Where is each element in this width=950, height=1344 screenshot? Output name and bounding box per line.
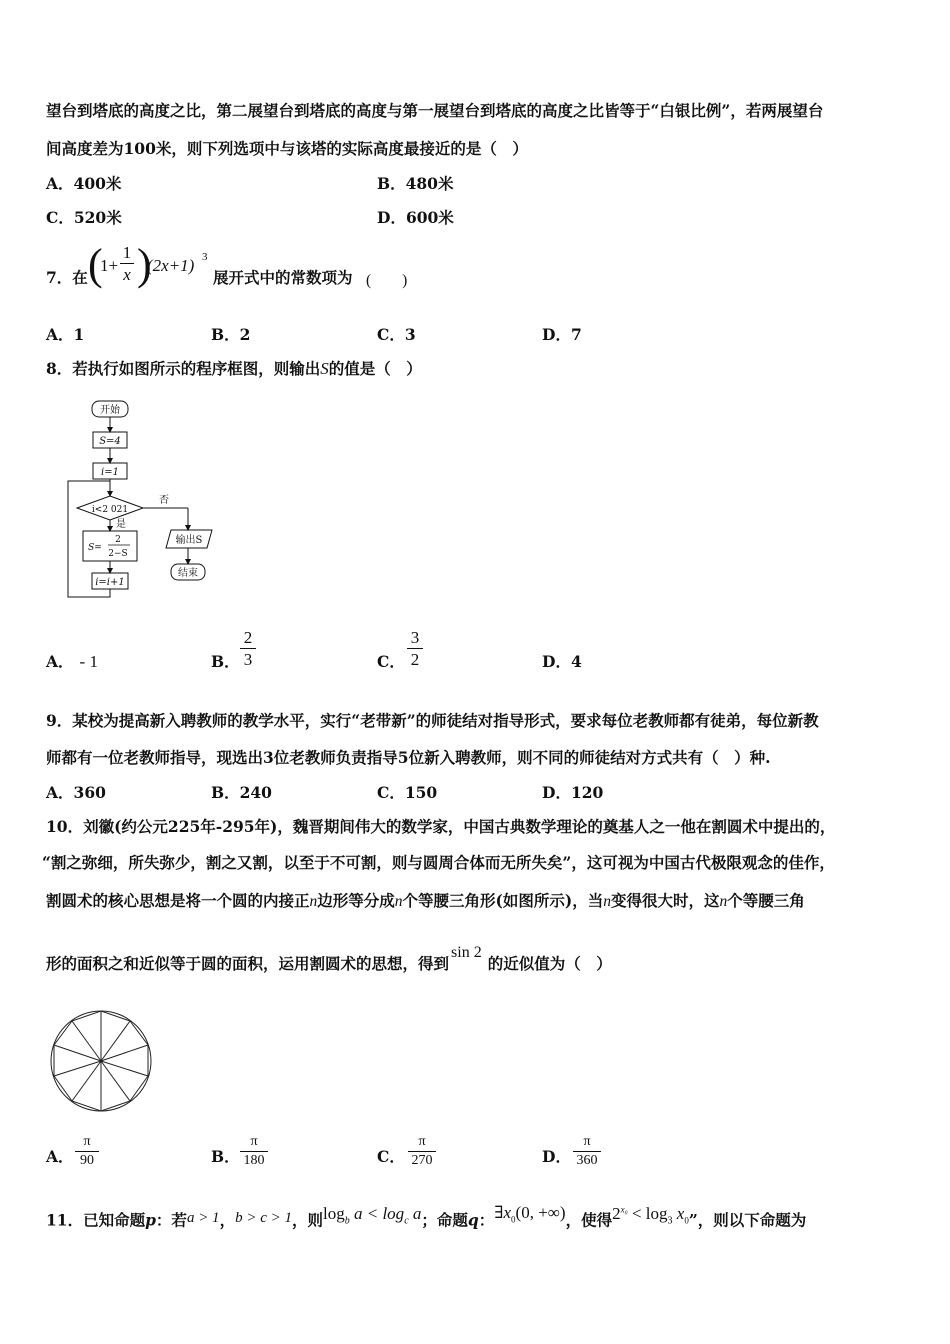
option-value: - 1 bbox=[79, 652, 98, 671]
option-label: A． bbox=[46, 1147, 74, 1166]
option-label: B． bbox=[211, 1147, 240, 1166]
left-paren: ( bbox=[88, 240, 103, 289]
q11-q-colon: ： bbox=[478, 1210, 495, 1230]
option-label: A． bbox=[46, 325, 74, 344]
q11-cond2: b > c > 1 bbox=[235, 1209, 292, 1226]
fraction-denominator: 360 bbox=[576, 1153, 598, 1168]
flow-init-s-text: S=4 bbox=[99, 436, 121, 447]
flow-start-text: 开始 bbox=[100, 405, 120, 416]
q8-option-b-fraction bbox=[240, 628, 256, 669]
q11-ineq-expr bbox=[612, 1203, 689, 1227]
q6-option-b[interactable] bbox=[377, 174, 453, 194]
option-value: 150 bbox=[404, 783, 438, 802]
fraction-denominator: 270 bbox=[411, 1153, 433, 1168]
var-n: n bbox=[309, 893, 318, 910]
q7-paren: ( ) bbox=[366, 272, 408, 289]
q10-line3 bbox=[46, 891, 805, 912]
q11-log-expr bbox=[323, 1203, 422, 1227]
option-value: 360 bbox=[73, 783, 106, 802]
exists-x: ∃x bbox=[494, 1202, 512, 1222]
option-label: A． bbox=[46, 174, 74, 193]
q11-prefix: 11．已知命题 bbox=[46, 1210, 146, 1230]
log-base-3: 3 bbox=[667, 1215, 673, 1227]
q7-number: 7．在 bbox=[46, 268, 88, 287]
fraction-bar bbox=[240, 1151, 268, 1152]
q10-line3-b: 边形等分成 bbox=[317, 891, 395, 910]
q10-line1: 10．刘徽(约公元225年-295年)，魏晋期间伟大的数学家，中国古典数学理论的奠基人之一他在割圆术中提出的， bbox=[46, 817, 836, 836]
q7-option-c[interactable] bbox=[377, 325, 416, 345]
option-label: B． bbox=[211, 325, 240, 344]
fraction-bar bbox=[75, 1151, 99, 1152]
q10-option-a-fraction bbox=[75, 1134, 99, 1169]
q10-line4-b: 的近似值为（ ） bbox=[487, 954, 612, 973]
q10-line4 bbox=[46, 944, 612, 975]
option-label: C． bbox=[377, 783, 405, 802]
fraction-numerator: π bbox=[83, 1134, 91, 1149]
q10-option-b-fraction bbox=[240, 1134, 268, 1169]
fraction-bar bbox=[120, 263, 134, 264]
q8-stem bbox=[46, 359, 422, 379]
q10-circle-figure bbox=[48, 1008, 158, 1114]
log-base-b: b bbox=[344, 1215, 350, 1227]
var-n: n bbox=[603, 893, 611, 910]
q8-option-d[interactable] bbox=[542, 652, 582, 672]
q7-one-plus: 1+ bbox=[100, 256, 119, 275]
q7-binomial: (2x+1) bbox=[147, 256, 195, 275]
option-label: B． bbox=[211, 783, 240, 802]
q10-line3-d: 变得很大时，这 bbox=[610, 891, 720, 910]
fraction-numerator: π bbox=[418, 1134, 426, 1149]
q10-option-a[interactable] bbox=[46, 1147, 74, 1167]
option-label: C． bbox=[377, 325, 405, 344]
fraction-numerator: 3 bbox=[410, 628, 420, 647]
q11-stem bbox=[46, 1202, 807, 1238]
log-base-c: c bbox=[404, 1215, 409, 1227]
option-value: 240 bbox=[239, 783, 272, 802]
option-label: B． bbox=[211, 652, 240, 671]
var-x: x bbox=[676, 1203, 685, 1223]
option-value: 120 bbox=[570, 783, 604, 802]
q7-option-a[interactable] bbox=[46, 325, 84, 345]
fraction-denominator: x bbox=[123, 265, 131, 284]
q10-option-d[interactable] bbox=[542, 1147, 571, 1167]
option-label: C． bbox=[46, 208, 74, 227]
flow-yes-label: 是 bbox=[116, 519, 126, 530]
log-a-lt-log: a < log bbox=[353, 1203, 405, 1223]
q11-exists-expr bbox=[494, 1202, 566, 1225]
q10-line3-a: 割圆术的核心思想是将一个圆的内接正 bbox=[46, 891, 310, 910]
option-value: 520米 bbox=[73, 208, 122, 227]
fraction-bar bbox=[240, 648, 256, 649]
q9-line2: 师都有一位老教师指导，现选出3位老教师负责指导5位新入聘教师，则不同的师徒结对方式共有（ ）种. bbox=[46, 748, 771, 767]
q7-power: 3 bbox=[202, 251, 208, 263]
var-p: p bbox=[145, 1210, 156, 1230]
var-q: q bbox=[467, 1210, 479, 1230]
q9-option-c[interactable] bbox=[377, 783, 437, 803]
base-two: 2 bbox=[612, 1203, 621, 1223]
q8-option-b[interactable] bbox=[211, 652, 240, 672]
q11-cond1: a > 1 bbox=[186, 1209, 220, 1226]
q8-flowchart bbox=[60, 395, 220, 605]
q8-var: S bbox=[320, 359, 329, 378]
option-value: 2 bbox=[239, 325, 251, 344]
q10-line3-e: 个等腰三角 bbox=[727, 891, 805, 910]
subscript-0: 0 bbox=[511, 1214, 516, 1225]
interval: (0, +∞) bbox=[515, 1202, 566, 1222]
q9-option-d[interactable] bbox=[542, 783, 603, 803]
var-n: n bbox=[394, 893, 403, 910]
q11-comma: ， bbox=[219, 1210, 236, 1230]
q7-option-b[interactable] bbox=[211, 325, 250, 345]
q7-formula bbox=[88, 242, 213, 292]
q10-option-c-fraction bbox=[408, 1134, 436, 1169]
option-label: D． bbox=[542, 652, 571, 671]
fraction-denominator: 90 bbox=[80, 1153, 94, 1168]
option-label: D． bbox=[542, 783, 571, 802]
q8-option-c[interactable] bbox=[377, 652, 405, 672]
subscript-0: 0 bbox=[684, 1215, 689, 1226]
option-label: D． bbox=[377, 208, 406, 227]
flow-end-text: 结束 bbox=[178, 568, 198, 579]
q6-option-d[interactable] bbox=[377, 208, 454, 228]
fraction-bar bbox=[573, 1151, 601, 1152]
option-label: B． bbox=[377, 174, 406, 193]
fraction-denominator: 2 bbox=[410, 650, 420, 669]
q10-sin-expr: sin 2 bbox=[451, 944, 482, 961]
q9-option-b[interactable] bbox=[211, 783, 272, 803]
fraction-denominator: 180 bbox=[243, 1153, 265, 1168]
option-value: 400米 bbox=[73, 174, 122, 193]
option-value: 480米 bbox=[405, 174, 454, 193]
log-text: log bbox=[323, 1203, 345, 1223]
q7-option-d[interactable] bbox=[542, 325, 582, 345]
q10-line2: “割之弥细，所失弥少，割之又割，以至于不可割，则与圆周合体而无所失矣”，这可视为中国古代极限观念的佳作， bbox=[42, 853, 835, 872]
fraction-numerator: 2 bbox=[243, 628, 253, 647]
q7-fraction bbox=[120, 243, 134, 284]
q10-option-c[interactable] bbox=[377, 1147, 405, 1167]
q8-suffix: 的值是（ ） bbox=[328, 359, 422, 378]
q8-option-c-fraction bbox=[407, 628, 423, 669]
q9-option-a[interactable] bbox=[46, 783, 106, 803]
q6-line1: 望台到塔底的高度之比，第二展望台到塔底的高度与第一展望台到塔底的高度之比皆等于“白银比例”，若两展望台 bbox=[46, 101, 824, 120]
option-value: 3 bbox=[404, 325, 416, 344]
option-label: D． bbox=[542, 325, 571, 344]
fraction-numerator: π bbox=[250, 1134, 258, 1149]
q11-such: ，使得 bbox=[565, 1210, 613, 1230]
option-value: 4 bbox=[570, 652, 582, 671]
q10-line4-a: 形的面积之和近似等于圆的面积，运用割圆术的思想，得到 bbox=[46, 954, 450, 973]
exponent-x0: x₀ bbox=[620, 1204, 628, 1214]
q9-line1: 9．某校为提高新入聘教师的教学水平，实行“老带新”的师徒结对指导形式，要求每位老教师都有徒弟，每位新教 bbox=[46, 711, 819, 730]
q8-option-a[interactable] bbox=[46, 652, 98, 672]
option-label: D． bbox=[542, 1147, 571, 1166]
option-value: 1 bbox=[73, 325, 85, 344]
flow-assign-left: S= bbox=[88, 543, 102, 553]
q6-option-c[interactable] bbox=[46, 208, 122, 228]
option-label: A． bbox=[46, 652, 74, 671]
fraction-bar bbox=[408, 1151, 436, 1152]
fraction-numerator: 1 bbox=[122, 243, 132, 262]
option-value: 600米 bbox=[405, 208, 454, 227]
q11-semicolon: ；命题 bbox=[421, 1210, 468, 1230]
q6-option-a[interactable] bbox=[46, 174, 121, 194]
var-n: n bbox=[719, 893, 728, 910]
q10-option-d-fraction bbox=[573, 1134, 601, 1169]
right-paren: ) bbox=[137, 240, 152, 289]
flow-output-text: 输出S bbox=[175, 535, 203, 546]
flow-no-label: 否 bbox=[159, 495, 169, 506]
q8-prefix: 8．若执行如图所示的程序框图，则输出 bbox=[46, 359, 321, 378]
log-a: a bbox=[412, 1203, 422, 1223]
fraction-bar bbox=[407, 648, 423, 649]
q11-then: ，则 bbox=[291, 1210, 323, 1230]
flow-assign-den: 2−S bbox=[108, 549, 128, 559]
q10-line3-c: 个等腰三角形(如图所示)，当 bbox=[402, 891, 604, 910]
q6-line2: 间高度差为100米，则下列选项中与该塔的实际高度最接近的是（ ） bbox=[46, 139, 528, 158]
lt-log: < log bbox=[631, 1203, 668, 1223]
q11-p-colon: ：若 bbox=[155, 1210, 187, 1230]
fraction-denominator: 3 bbox=[243, 650, 253, 669]
flow-increment-text: i=i+1 bbox=[95, 577, 125, 588]
flow-assign-num: 2 bbox=[115, 535, 121, 545]
option-label: C． bbox=[377, 1147, 405, 1166]
option-label: A． bbox=[46, 783, 74, 802]
option-value: 7 bbox=[570, 325, 582, 344]
fraction-numerator: π bbox=[583, 1134, 591, 1149]
q7-suffix: 展开式中的常数项为 bbox=[213, 268, 353, 287]
q11-close: ”，则以下命题为 bbox=[688, 1210, 807, 1230]
q10-option-b[interactable] bbox=[211, 1147, 240, 1167]
option-label: C． bbox=[377, 652, 405, 671]
flow-init-i-text: i=1 bbox=[101, 467, 119, 478]
flow-condition-text: i<2 021 bbox=[91, 505, 129, 515]
